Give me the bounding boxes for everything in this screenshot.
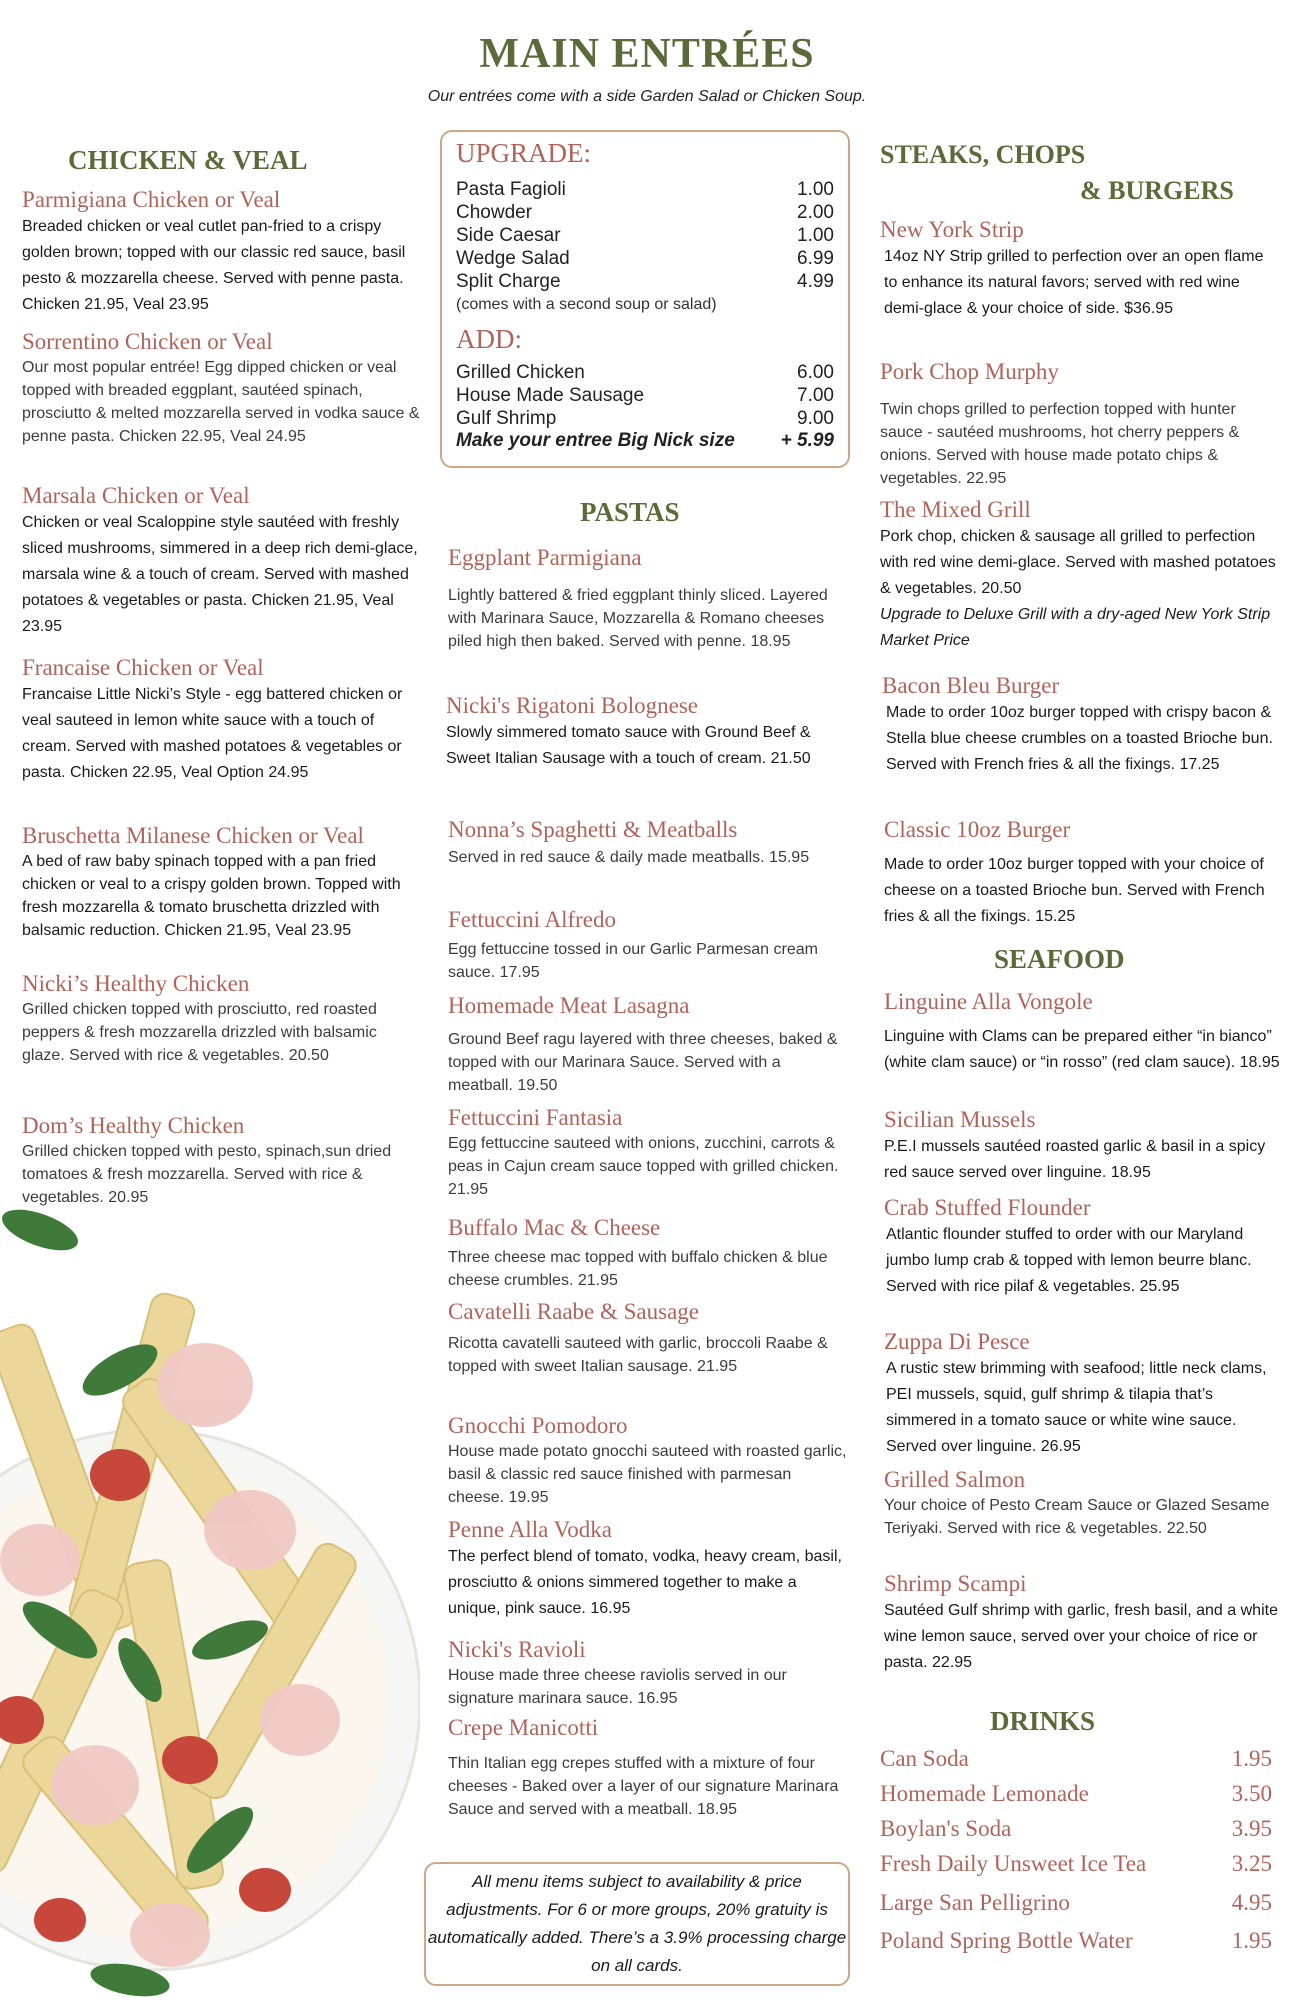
- big-nick-label: Make your entree Big Nick size: [456, 430, 735, 451]
- item-name: Bruschetta Milanese Chicken or Veal: [22, 823, 364, 848]
- item-name: Zuppa Di Pesce: [884, 1329, 1030, 1354]
- upgrade-box: [440, 130, 850, 468]
- drink-price: 3.25: [1231, 1851, 1272, 1876]
- drink-label: Fresh Daily Unsweet Ice Tea: [880, 1851, 1147, 1876]
- drink-price: 1.95: [1231, 1746, 1272, 1771]
- item-description: House made three cheese raviolis served in our signature marinara sauce. 16.95: [448, 1667, 787, 1707]
- upgrade-price: 1.00: [797, 179, 834, 200]
- menu-item: [448, 992, 848, 1097]
- menu-item: [22, 654, 422, 786]
- drink-price: 3.50: [1231, 1781, 1272, 1806]
- menu-item: [880, 496, 1285, 654]
- drink-price: 1.95: [1231, 1928, 1272, 1953]
- item-description: Lightly battered & fried eggplant thinly sliced. Layered with Marinara Sauce, Mozzarella & Romano cheeses piled high then baked. Served with penne. 18.95: [448, 587, 828, 650]
- item-description: Your choice of Pesto Cream Sauce or Glazed Sesame Teriyaki. Served with rice & vegetables. 22.50: [884, 1497, 1270, 1537]
- drink-label: Poland Spring Bottle Water: [880, 1928, 1133, 1953]
- menu-item: [22, 1112, 427, 1209]
- add-title: ADD:: [456, 324, 522, 354]
- drink-row: [880, 1890, 1272, 1916]
- item-description: Served in red sauce & daily made meatballs. 15.95: [448, 849, 810, 866]
- item-description: Pork chop, chicken & sausage all grilled to perfection with red wine demi-glace. Served with mashed potatoes & vegetables. 20.50: [880, 528, 1276, 597]
- steaks-heading-line1: STEAKS, CHOPS: [880, 140, 1086, 169]
- item-name: Sorrentino Chicken or Veal: [22, 329, 273, 354]
- item-name: New York Strip: [880, 217, 1024, 242]
- item-description: The perfect blend of tomato, vodka, heavy cream, basil, prosciutto & onions simmered together to make a unique, pink sauce. 16.95: [448, 1548, 842, 1617]
- menu-item: [884, 1106, 1284, 1186]
- upgrade-row: [456, 224, 834, 247]
- menu-item: [448, 544, 848, 653]
- item-description: Ricotta cavatelli sauteed with garlic, broccoli Raabe & topped with sweet Italian sausage. 21.95: [448, 1335, 828, 1375]
- big-nick-row: [456, 430, 834, 452]
- menu-item: [884, 1328, 1284, 1460]
- item-description: A bed of raw baby spinach topped with a pan fried chicken or veal to a crispy golden brown. Topped with fresh mozzarella & tomato bruschetta drizzled with balsamic reduction. Chicken 21.95, Veal 23.95: [22, 853, 401, 939]
- upgrade-label: Side Caesar: [456, 225, 561, 246]
- item-description: Our most popular entrée! Egg dipped chicken or veal topped with breaded eggplant, sautéed spinach, prosciutto & melted mozzarella served in vodka sauce & penne pasta. Chicken 22.95, Veal 24.95: [22, 359, 420, 445]
- item-description: Linguine with Clams can be prepared either “in bianco” (white clam sauce) or “in rosso” (red clam sauce). 18.95: [884, 1028, 1280, 1071]
- upgrade-label: Wedge Salad: [456, 248, 570, 269]
- upgrade-price: 2.00: [797, 202, 834, 223]
- item-name: Fettuccini Fantasia: [448, 1105, 623, 1130]
- item-name: Shrimp Scampi: [884, 1571, 1027, 1596]
- upgrade-label: Chowder: [456, 202, 533, 223]
- menu-item: [448, 1714, 848, 1821]
- item-description: Chicken or veal Scaloppine style sautéed with freshly sliced mushrooms, simmered in a deep rich demi-glace, marsala wine & a touch of cream. Served with mashed potatoes & vegetables or pasta. Chicken 21.95, Veal 23.95: [22, 514, 418, 635]
- upgrade-label: Pasta Fagioli: [456, 179, 566, 200]
- item-description: Slowly simmered tomato sauce with Ground Beef & Sweet Italian Sausage with a touch of cream. 21.50: [446, 724, 811, 767]
- item-description: Egg fettuccine sauteed with onions, zucchini, carrots & peas in Cajun cream sauce topped with grilled chicken. 21.95: [448, 1135, 839, 1198]
- item-note: Upgrade to Deluxe Grill with a dry-aged New York Strip Market Price: [880, 606, 1271, 649]
- item-description: Ground Beef ragu layered with three cheeses, baked & topped with our Marinara Sauce. Served with a meatball. 19.50: [448, 1031, 838, 1094]
- upgrade-title: UPGRADE:: [456, 138, 592, 168]
- upgrade-price: 6.99: [797, 248, 834, 269]
- drinks-heading: DRINKS: [990, 1706, 1096, 1736]
- item-name: Bacon Bleu Burger: [882, 673, 1060, 698]
- add-price: 7.00: [797, 385, 834, 406]
- add-price: 9.00: [797, 408, 834, 429]
- item-name: The Mixed Grill: [880, 497, 1031, 522]
- drink-row: [880, 1746, 1272, 1772]
- item-name: Nonna’s Spaghetti & Meatballs: [448, 817, 738, 842]
- menu-item: [22, 328, 422, 448]
- item-description: Sautéed Gulf shrimp with garlic, fresh basil, and a white wine lemon sauce, served over your choice of rice or pasta. 22.95: [884, 1602, 1278, 1671]
- policy-notice: All menu items subject to availability & price adjustments. For 6 or more groups, 20% gratuity is automatically added. There’s a 3.9% processing charge on all cards.: [424, 1862, 850, 1986]
- item-name: Fettuccini Alfredo: [448, 907, 616, 932]
- item-name: Classic 10oz Burger: [884, 817, 1071, 842]
- item-name: Homemade Meat Lasagna: [448, 993, 690, 1018]
- item-name: Francaise Chicken or Veal: [22, 655, 264, 680]
- upgrade-row: [456, 178, 834, 201]
- drink-row: [880, 1816, 1272, 1842]
- pastas-heading: PASTAS: [580, 497, 680, 527]
- seafood-heading: SEAFOOD: [994, 944, 1125, 974]
- item-name: Penne Alla Vodka: [448, 1517, 612, 1542]
- item-name: Dom’s Healthy Chicken: [22, 1113, 245, 1138]
- drink-row: [880, 1851, 1272, 1877]
- menu-item: [448, 1516, 848, 1622]
- add-row: [456, 384, 834, 407]
- item-description: Francaise Little Nicki’s Style - egg battered chicken or veal sauteed in lemon white sauce with a touch of cream. Served with mashed potatoes & vegetables or pasta. Chicken 22.95, Veal Option 24.95: [22, 686, 403, 781]
- drink-label: Can Soda: [880, 1746, 969, 1771]
- upgrade-row: [456, 201, 834, 224]
- page-subtitle: Our entrées come with a side Garden Salad or Chicken Soup.: [427, 88, 867, 105]
- item-name: Sicilian Mussels: [884, 1107, 1036, 1132]
- menu-item: [884, 988, 1284, 1076]
- item-name: Nicki’s Healthy Chicken: [22, 971, 250, 996]
- menu-item: [884, 816, 1284, 930]
- item-name: Buffalo Mac & Cheese: [448, 1215, 661, 1240]
- item-description: Grilled chicken topped with prosciutto, red roasted peppers & fresh mozzarella drizzled with balsamic glaze. Served with rice & vegetables. 20.50: [22, 1001, 377, 1064]
- add-price: 6.00: [797, 362, 834, 383]
- item-description: Twin chops grilled to perfection topped with hunter sauce - sautéed mushrooms, hot cherry peppers & onions. Served with house made potato chips & vegetables. 22.95: [880, 401, 1240, 487]
- item-name: Nicki's Rigatoni Bolognese: [446, 693, 699, 718]
- add-row: [456, 361, 834, 384]
- item-description: House made potato gnocchi sauteed with roasted garlic, basil & classic red sauce finished with parmesan cheese. 19.95: [448, 1443, 847, 1506]
- menu-item: [446, 692, 846, 772]
- steaks-heading-line2: & BURGERS: [1080, 176, 1234, 205]
- menu-item: [880, 216, 1280, 322]
- drink-label: Homemade Lemonade: [880, 1781, 1089, 1806]
- item-description: Atlantic flounder stuffed to order with our Maryland jumbo lump crab & topped with lemon beurre blanc. Served with rice pilaf & vegetables. 25.95: [886, 1226, 1252, 1295]
- item-description: Thin Italian egg crepes stuffed with a mixture of four cheeses - Baked over a layer of our signature Marinara Sauce and served with a meatball. 18.95: [448, 1755, 839, 1818]
- menu-item: [884, 1194, 1284, 1300]
- pasta-dish-illustration: [0, 1200, 420, 2000]
- item-name: Eggplant Parmigiana: [448, 545, 642, 570]
- add-label: Gulf Shrimp: [456, 408, 557, 429]
- add-label: House Made Sausage: [456, 385, 645, 406]
- item-description: Made to order 10oz burger topped with crispy bacon & Stella blue cheese crumbles on a toasted Brioche bun. Served with French fries & all the fixings. 17.25: [886, 704, 1273, 773]
- upgrade-note: (comes with a second soup or salad): [456, 296, 717, 313]
- menu-item: [448, 1214, 848, 1292]
- menu-item: [448, 906, 848, 984]
- item-description: Made to order 10oz burger topped with your choice of cheese on a toasted Brioche bun. Served with French fries & all the fixings. 15.25: [884, 856, 1265, 925]
- upgrade-row: [456, 247, 834, 270]
- drink-row: [880, 1928, 1272, 1954]
- drink-price: 4.95: [1231, 1890, 1272, 1915]
- item-name: Grilled Salmon: [884, 1467, 1026, 1492]
- menu-item: [882, 672, 1282, 778]
- add-row: [456, 407, 834, 430]
- upgrade-label: Split Charge: [456, 271, 561, 292]
- item-description: P.E.I mussels sautéed roasted garlic & basil in a spicy red sauce served over linguine. 18.95: [884, 1138, 1266, 1181]
- item-name: Linguine Alla Vongole: [884, 989, 1093, 1014]
- item-name: Parmigiana Chicken or Veal: [22, 187, 281, 212]
- item-name: Crepe Manicotti: [448, 1715, 599, 1740]
- item-name: Gnocchi Pomodoro: [448, 1413, 628, 1438]
- item-description: Three cheese mac topped with buffalo chicken & blue cheese crumbles. 21.95: [448, 1249, 828, 1289]
- menu-item: [448, 816, 848, 869]
- item-description: 14oz NY Strip grilled to perfection over an open flame to enhance its natural favors; served with red wine demi-glace & your choice of side. $36.95: [884, 248, 1264, 317]
- menu-item: [22, 822, 427, 942]
- drink-label: Large San Pelligrino: [880, 1890, 1070, 1915]
- menu-item: [22, 186, 422, 318]
- menu-item: [448, 1636, 848, 1710]
- upgrade-row: [456, 270, 834, 293]
- page-title: MAIN ENTRÉES: [479, 31, 815, 77]
- menu-item: [448, 1298, 848, 1378]
- chicken-veal-heading: CHICKEN & VEAL: [68, 145, 308, 175]
- menu-item: [884, 1466, 1289, 1540]
- item-description: Grilled chicken topped with pesto, spinach,sun dried tomatoes & fresh mozzarella. Served with rice & vegetables. 20.95: [22, 1143, 392, 1206]
- item-name: Nicki's Ravioli: [448, 1637, 586, 1662]
- add-label: Grilled Chicken: [456, 362, 585, 383]
- item-description: Egg fettuccine tossed in our Garlic Parmesan cream sauce. 17.95: [448, 941, 818, 981]
- menu-item: [22, 482, 422, 640]
- item-description: Breaded chicken or veal cutlet pan-fried to a crispy golden brown; topped with our classic red sauce, basil pesto & mozzarella cheese. Served with penne pasta. Chicken 21.95, Veal 23.95: [22, 218, 406, 313]
- item-name: Cavatelli Raabe & Sausage: [448, 1299, 700, 1324]
- menu-item: [880, 358, 1280, 490]
- upgrade-price: 4.99: [797, 271, 834, 292]
- menu-item: [448, 1104, 848, 1201]
- item-name: Crab Stuffed Flounder: [884, 1195, 1091, 1220]
- drink-row: [880, 1781, 1272, 1807]
- menu-item: [22, 970, 422, 1067]
- upgrade-price: 1.00: [797, 225, 834, 246]
- item-description: A rustic stew brimming with seafood; little neck clams, PEI mussels, squid, gulf shrimp & tilapia that’s simmered in a tomato sauce or white wine sauce. Served over linguine. 26.95: [886, 1360, 1267, 1455]
- drink-label: Boylan's Soda: [880, 1816, 1012, 1841]
- item-name: Marsala Chicken or Veal: [22, 483, 250, 508]
- menu-item: [884, 1570, 1289, 1676]
- menu-item: [448, 1412, 848, 1509]
- big-nick-price: + 5.99: [780, 430, 834, 451]
- item-name: Pork Chop Murphy: [880, 359, 1059, 384]
- drink-price: 3.95: [1231, 1816, 1272, 1841]
